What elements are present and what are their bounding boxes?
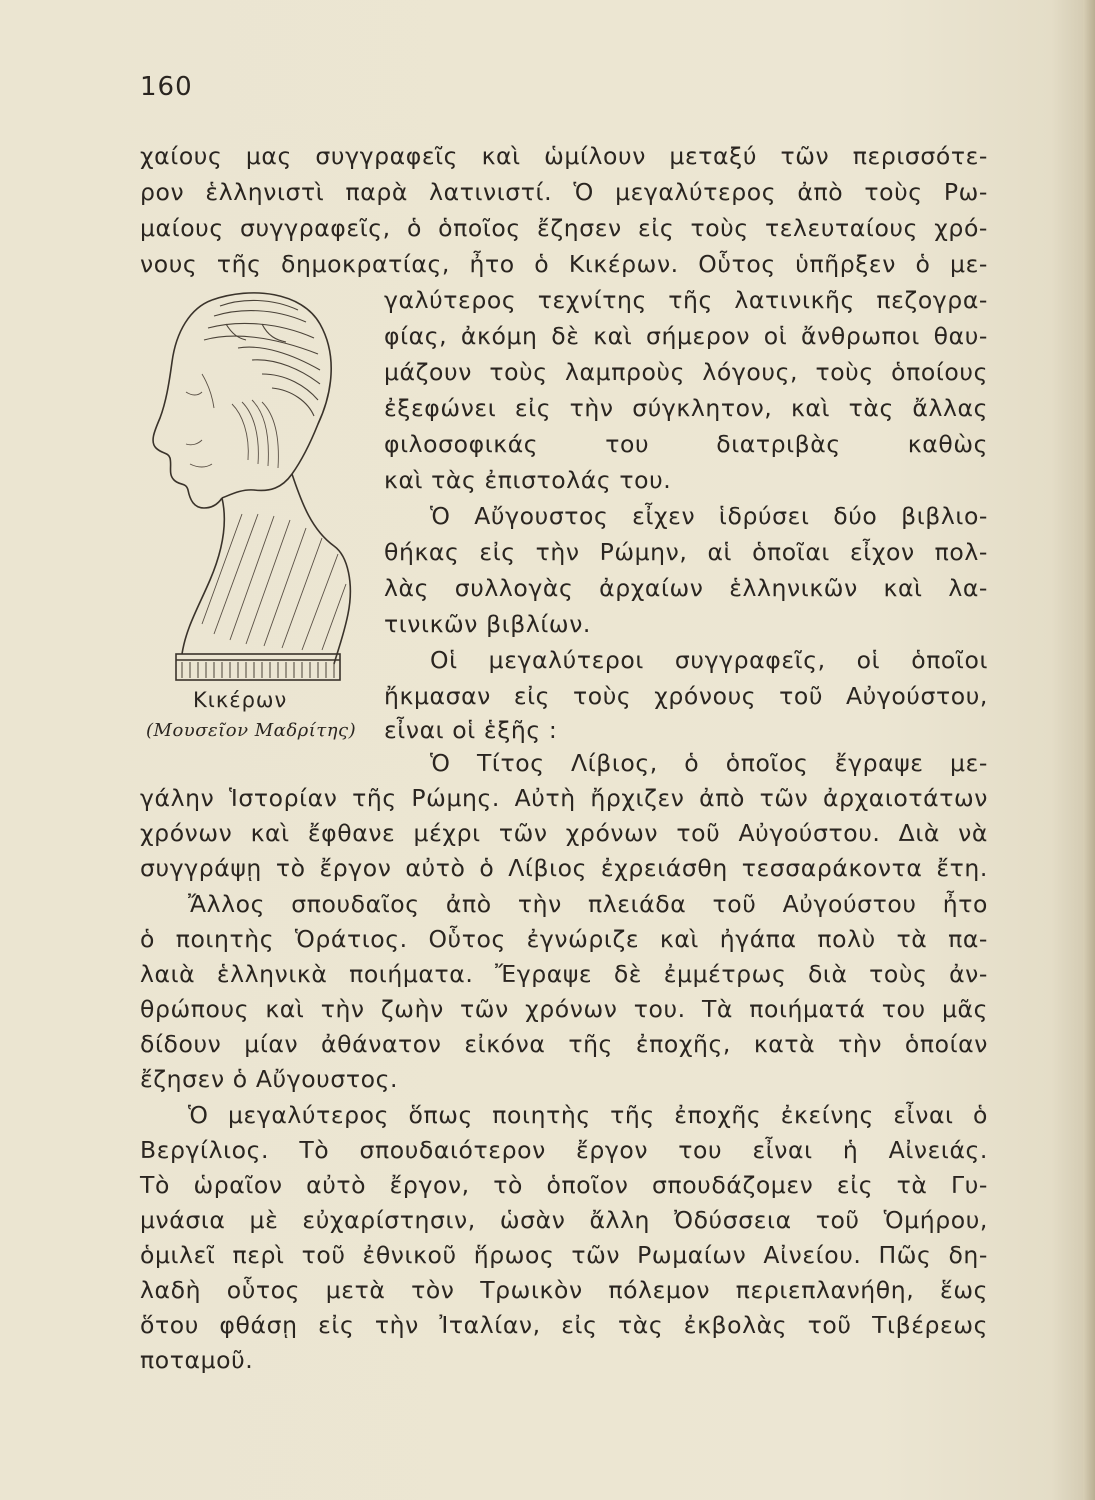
- text-line: θρώπους καὶ τὴν ζωὴν τῶν χρόνων του. Τὰ ποιήματά του μᾶς: [140, 995, 988, 1023]
- figure-caption-source: (Μουσεῖον Μαδρίτης): [146, 720, 357, 741]
- text-line: θήκας εἰς τὴν Ρώμην, αἱ ὁποῖαι εἶχον πολ-: [384, 538, 988, 566]
- text-line: γαλύτερος τεχνίτης τῆς λατινικῆς πεζογρα-: [384, 286, 988, 314]
- text-line: φιλοσοφικάς του διατριβὰς καθὼς: [384, 430, 988, 458]
- text-line: χαίους μας συγγραφεῖς καὶ ὡμίλουν μεταξύ τῶν περισσότε-: [140, 142, 988, 170]
- text-line: Ὁ Τίτος Λίβιος, ὁ ὁποῖος ἔγραψε με-: [430, 749, 988, 777]
- text-line: ὅτου φθάσῃ εἰς τὴν Ἰταλίαν, εἰς τὰς ἐκβολὰς τοῦ Τιβέρεως: [140, 1311, 988, 1339]
- text-line: συγγράψῃ τὸ ἔργον αὐτὸ ὁ Λίβιος ἐχρειάσθη τεσσαράκοντα ἔτη.: [140, 854, 988, 882]
- text-line: καὶ τὰς ἐπιστολάς του.: [384, 466, 672, 494]
- text-line: ὁ ποιητὴς Ὁράτιος. Οὗτος ἐγνώριζε καὶ ἠγάπα πολὺ τὰ πα-: [140, 925, 988, 953]
- text-line: ρον ἑλληνιστὶ παρὰ λατινιστί. Ὁ μεγαλύτερος ἀπὸ τοὺς Ρω-: [140, 178, 988, 206]
- figure-caption-name: Κικέρων: [193, 688, 288, 712]
- text-line: Ὁ μεγαλύτερος ὅπως ποιητὴς τῆς ἐποχῆς ἐκείνης εἶναι ὁ: [188, 1101, 988, 1129]
- text-line: Βεργίλιος. Τὸ σπουδαιότερον ἔργον του εἶναι ἡ Αἰνειάς.: [140, 1136, 988, 1164]
- text-line: λαιὰ ἑλληνικὰ ποιήματα. Ἔγραψε δὲ ἐμμέτρως διὰ τοὺς ἀν-: [140, 960, 988, 988]
- text-line: ἤκμασαν εἰς τοὺς χρόνους τοῦ Αὐγούστου,: [384, 682, 988, 710]
- text-line: τινικῶν βιβλίων.: [384, 610, 591, 638]
- text-line: ποταμοῦ.: [140, 1346, 254, 1374]
- text-line: χρόνων καὶ ἔφθανε μέχρι τῶν χρόνων τοῦ Αὐγούστου. Διὰ νὰ: [140, 819, 988, 847]
- text-line: Ὁ Αὔγουστος εἶχεν ἱδρύσει δύο βιβλιο-: [430, 502, 988, 530]
- text-line: μαίους συγγραφεῖς, ὁ ὁποῖος ἔζησεν εἰς τοὺς τελευταίους χρό-: [140, 214, 988, 242]
- text-line: Οἱ μεγαλύτεροι συγγραφεῖς, οἱ ὁποῖοι: [430, 646, 988, 674]
- page-edge: [1083, 0, 1095, 1500]
- text-line: ὁμιλεῖ περὶ τοῦ ἐθνικοῦ ἥρωος τῶν Ρωμαίων Αἰνείου. Πῶς δη-: [140, 1241, 988, 1269]
- text-line: μνάσια μὲ εὐχαρίστησιν, ὡσὰν ἄλλη Ὀδύσσεια τοῦ Ὁμήρου,: [140, 1206, 988, 1234]
- text-line: Ἄλλος σπουδαῖος ἀπὸ τὴν πλειάδα τοῦ Αὐγούστου ἦτο: [188, 890, 988, 918]
- page-number: 160: [140, 72, 193, 102]
- text-line: φίας, ἀκόμη δὲ καὶ σήμερον οἱ ἄνθρωποι θαυ-: [384, 322, 988, 350]
- text-line: δίδουν μίαν ἀθάνατον εἰκόνα τῆς ἐποχῆς, κατὰ τὴν ὁποίαν: [140, 1030, 988, 1058]
- cicero-bust-illustration: [142, 284, 364, 686]
- text-line: μάζουν τοὺς λαμπροὺς λόγους, τοὺς ὁποίους: [384, 358, 988, 386]
- text-line: εἶναι οἱ ἑξῆς :: [384, 716, 558, 744]
- text-line: Τὸ ὡραῖον αὐτὸ ἔργον, τὸ ὁποῖον σπουδάζομεν εἰς τὰ Γυ-: [140, 1171, 988, 1199]
- text-line: λαδὴ οὗτος μετὰ τὸν Τρωικὸν πόλεμον περιεπλανήθη, ἕως: [140, 1276, 988, 1304]
- text-line: γάλην Ἱστορίαν τῆς Ρώμης. Αὐτὴ ἤρχιζεν ἀπὸ τῶν ἀρχαιοτάτων: [140, 784, 988, 812]
- text-line: νους τῆς δημοκρατίας, ἦτο ὁ Κικέρων. Οὗτος ὑπῆρξεν ὁ με-: [140, 250, 988, 278]
- text-line: ἔζησεν ὁ Αὔγουστος.: [140, 1065, 399, 1093]
- text-line: ἐξεφώνει εἰς τὴν σύγκλητον, καὶ τὰς ἄλλας: [384, 394, 988, 422]
- text-line: λὰς συλλογὰς ἀρχαίων ἑλληνικῶν καὶ λα-: [384, 574, 988, 602]
